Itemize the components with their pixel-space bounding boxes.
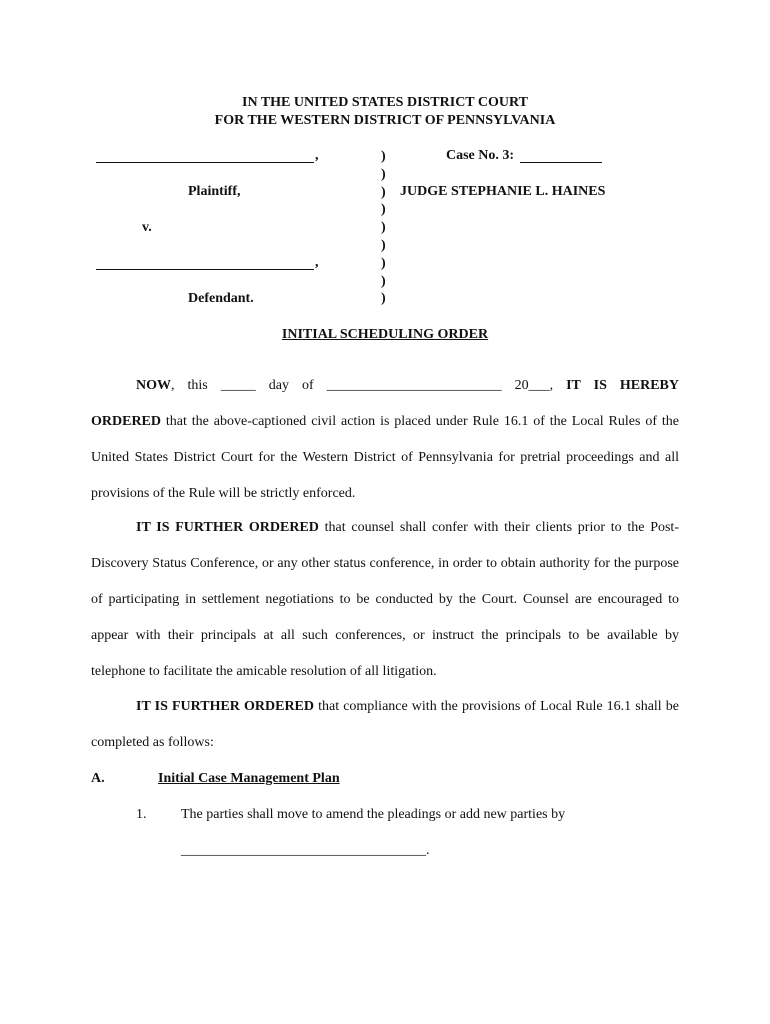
ordered-word: ORDERED: [91, 414, 162, 429]
paragraph-now: [91, 368, 679, 512]
further-ordered-1: IT IS FURTHER ORDERED: [136, 520, 319, 535]
defendant-label: Defendant.: [188, 291, 254, 306]
paragraph-compliance: [91, 689, 679, 761]
year-blank: 20___,: [514, 378, 554, 393]
item-1-number: 1.: [136, 807, 147, 822]
paragraph-now-rest: [91, 404, 679, 512]
section-a-letter: A.: [91, 771, 105, 786]
defendant-comma: ,: [315, 255, 319, 270]
plaintiff-comma: ,: [315, 148, 319, 163]
judge-name: JUDGE STEPHANIE L. HAINES: [400, 184, 606, 199]
item-1-date-blank: ___________________________________.: [181, 843, 430, 858]
item-1-text: The parties shall move to amend the pleadings or add new parties by: [181, 807, 566, 822]
it-is-hereby: IT IS HEREBY: [566, 378, 679, 393]
case-number-label: Case No. 3:: [446, 148, 515, 163]
section-a-heading: Initial Case Management Plan: [158, 771, 340, 786]
court-line-1: IN THE UNITED STATES DISTRICT COURT: [242, 95, 528, 110]
plaintiff-name-blank: [96, 162, 314, 163]
month-blank: _________________________: [326, 378, 502, 393]
paragraph-now-line-1: [91, 368, 679, 404]
order-title: INITIAL SCHEDULING ORDER: [281, 327, 489, 342]
paragraph-confer-body: that counsel shall confer with their clients prior to the Post-Discovery Status Conference, or any other status conference, in order to obtain authority for the purpose of participating in settlement negotiations to be conducted by the Court. Counsel are encouraged to appear with their principals at all such conferences, or instruct the principals to be available by telephone to facilitate the amicable resolution of all litigation.: [91, 520, 679, 679]
paragraph-now-text: that the above-captioned civil action is placed under Rule 16.1 of the Local Rules of the United States District Court for the Western District of Pennsylvania for pretrial proceedings and all provisions of the Rule will be strictly enforced.: [91, 414, 679, 501]
this-text: , this: [171, 378, 208, 393]
defendant-name-blank: [96, 269, 314, 270]
day-of-text: day of: [268, 378, 314, 393]
paragraph-confer: [91, 510, 679, 690]
further-ordered-2: IT IS FURTHER ORDERED: [136, 699, 315, 714]
now-word: NOW: [136, 378, 171, 393]
court-heading: [0, 94, 770, 130]
plaintiff-label: Plaintiff,: [188, 184, 241, 199]
caption-paren-column: ) ) ) ) ) ) ) ) ): [381, 149, 386, 307]
paragraph-compliance-body: that compliance with the provisions of Local Rule 16.1 shall be completed as follows:: [91, 699, 679, 750]
versus-label: v.: [142, 220, 152, 235]
paragraph-confer-text: [91, 510, 679, 690]
day-blank: _____: [220, 378, 256, 393]
court-line-2: FOR THE WESTERN DISTRICT OF PENNSYLVANIA: [214, 113, 556, 128]
paragraph-compliance-text: [91, 689, 679, 761]
case-number-blank: [520, 162, 602, 163]
